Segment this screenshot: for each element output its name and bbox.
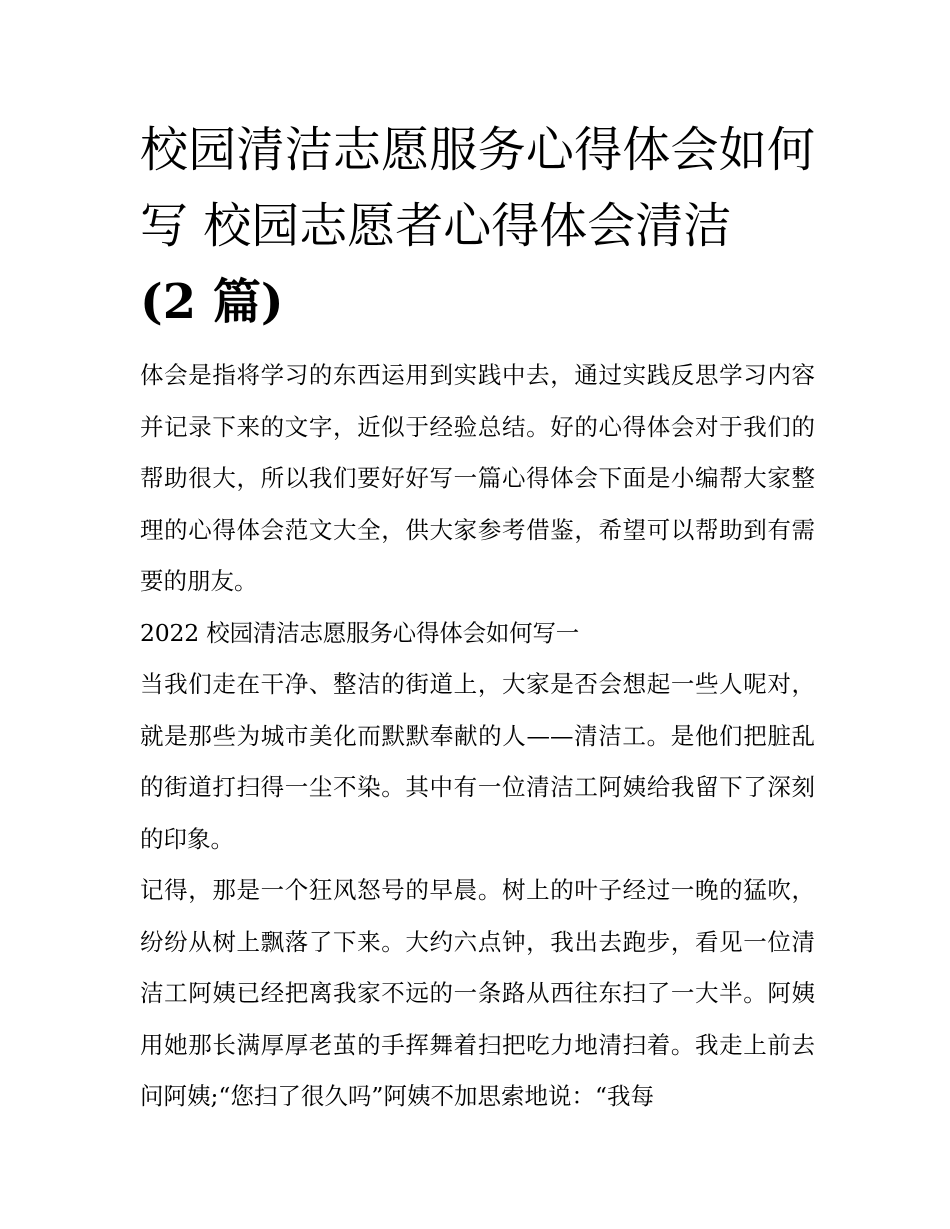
section-heading: 2022 校园清洁志愿服务心得体会如何写一	[140, 618, 580, 647]
intro-paragraph: 体会是指将学习的东西运用到实践中去，通过实践反思学习内容并记录下来的文字，近似于经验总结。好的心得体会对于我们的帮助很大，所以我们要好好写一篇心得体会下面是小编帮大家整理的心得体会范文大全，供大家参考借鉴，希望可以帮助到有需要的朋友。	[140, 361, 815, 595]
document-body	[140, 112, 815, 1123]
document-title	[140, 112, 815, 340]
title-main: 校园清洁志愿服务心得体会如何写 校园志愿者心得体会清洁	[140, 122, 815, 254]
body-paragraph-2: 记得，那是一个狂风怒号的早晨。树上的叶子经过一晚的猛吹，纷纷从树上飘落了下来。大约六点钟，我出去跑步，看见一位清洁工阿姨已经把离我家不远的一条路从西往东扫了一大半。阿姨用她那长满厚厚老茧的手挥舞着扫把吃力地清扫着。我走上前去问阿姨;“您扫了很久吗”阿姨不加思索地说：“我每	[140, 876, 815, 1110]
body-paragraph-1: 当我们走在干净、整洁的街道上，大家是否会想起一些人呢对，就是那些为城市美化而默默奉献的人——清洁工。是他们把脏乱的街道打扫得一尘不染。其中有一位清洁工阿姨给我留下了深刻的印象。	[140, 670, 815, 853]
title-suffix: (2 篇)	[140, 274, 284, 330]
